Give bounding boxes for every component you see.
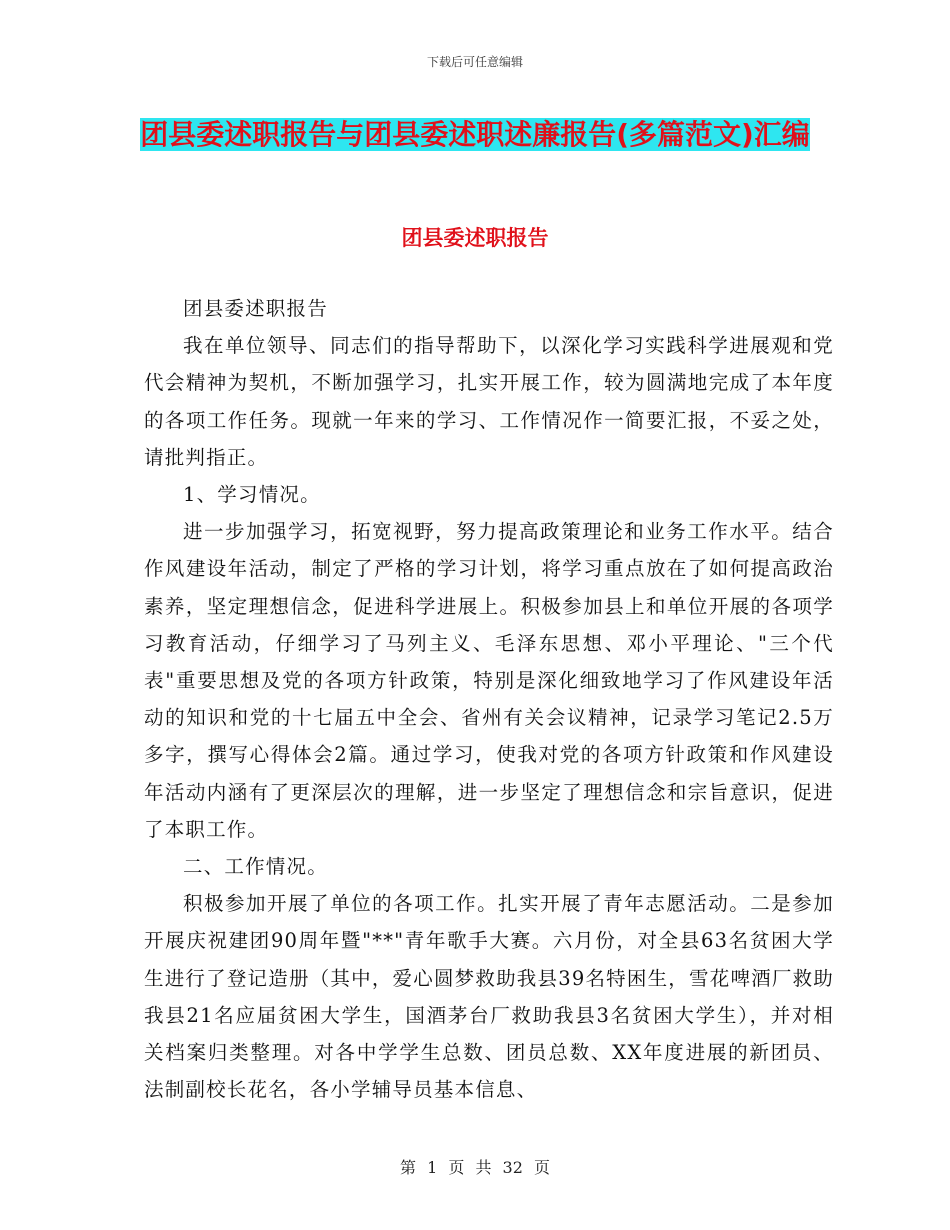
main-title-text: 团县委述职报告与团县委述职述廉报告(多篇范文)汇编	[140, 118, 810, 151]
paragraph: 二、工作情况。	[183, 855, 328, 879]
paragraph: 团县委述职报告	[183, 297, 328, 320]
paragraph: 我在单位领导、同志们的指导帮助下，以深化学习实践科学进展观和党代会精神为契机，不断加强学习，扎实开展工作，较为圆满地完成了本年度的各项工作任务。现就一年来的学习、工作情况作一简要汇报，不妥之处，请批判指正。	[144, 334, 834, 469]
section-title: 团县委述职报告	[401, 226, 549, 250]
document-body	[144, 290, 834, 1108]
document-main-title	[140, 110, 810, 160]
paragraph: 进一步加强学习，拓宽视野，努力提高政策理论和业务工作水平。结合作风建设年活动，制定了严格的学习计划，将学习重点放在了如何提高政治素养，坚定理想信念，促进科学进展上。积极参加县上和单位开展的各项学习教育活动，仔细学习了马列主义、毛泽东思想、邓小平理论、"三个代表"重要思想及党的各项方针政策，特别是深化细致地学习了作风建设年活动的知识和党的十七届五中全会、省州有关会议精神，记录学习笔记2.5万多字，撰写心得体会2篇。通过学习，使我对党的各项方针政策和作风建设年活动内涵有了更深层次的理解，进一步坚定了理想信念和宗旨意识，促进了本职工作。	[144, 520, 834, 841]
paragraph: 积极参加开展了单位的各项工作。扎实开展了青年志愿活动。二是参加开展庆祝建团90周年暨"**"青年歌手大赛。六月份，对全县63名贫困大学生进行了登记造册（其中，爱心圆梦救助我县39名特困生，雪花啤酒厂救助我县21名应届贫困大学生，国酒茅台厂救助我县3名贫困大学生），并对相关档案归类整理。对各中学学生总数、团员总数、XX年度进展的新团员、法制副校长花名，各小学辅导员基本信息、	[144, 892, 834, 1102]
page-number-footer: 第 1 页 共 32 页	[400, 1158, 550, 1177]
paragraph: 1、学习情况。	[183, 483, 321, 507]
page-header-note: 下载后可任意编辑	[426, 55, 523, 69]
